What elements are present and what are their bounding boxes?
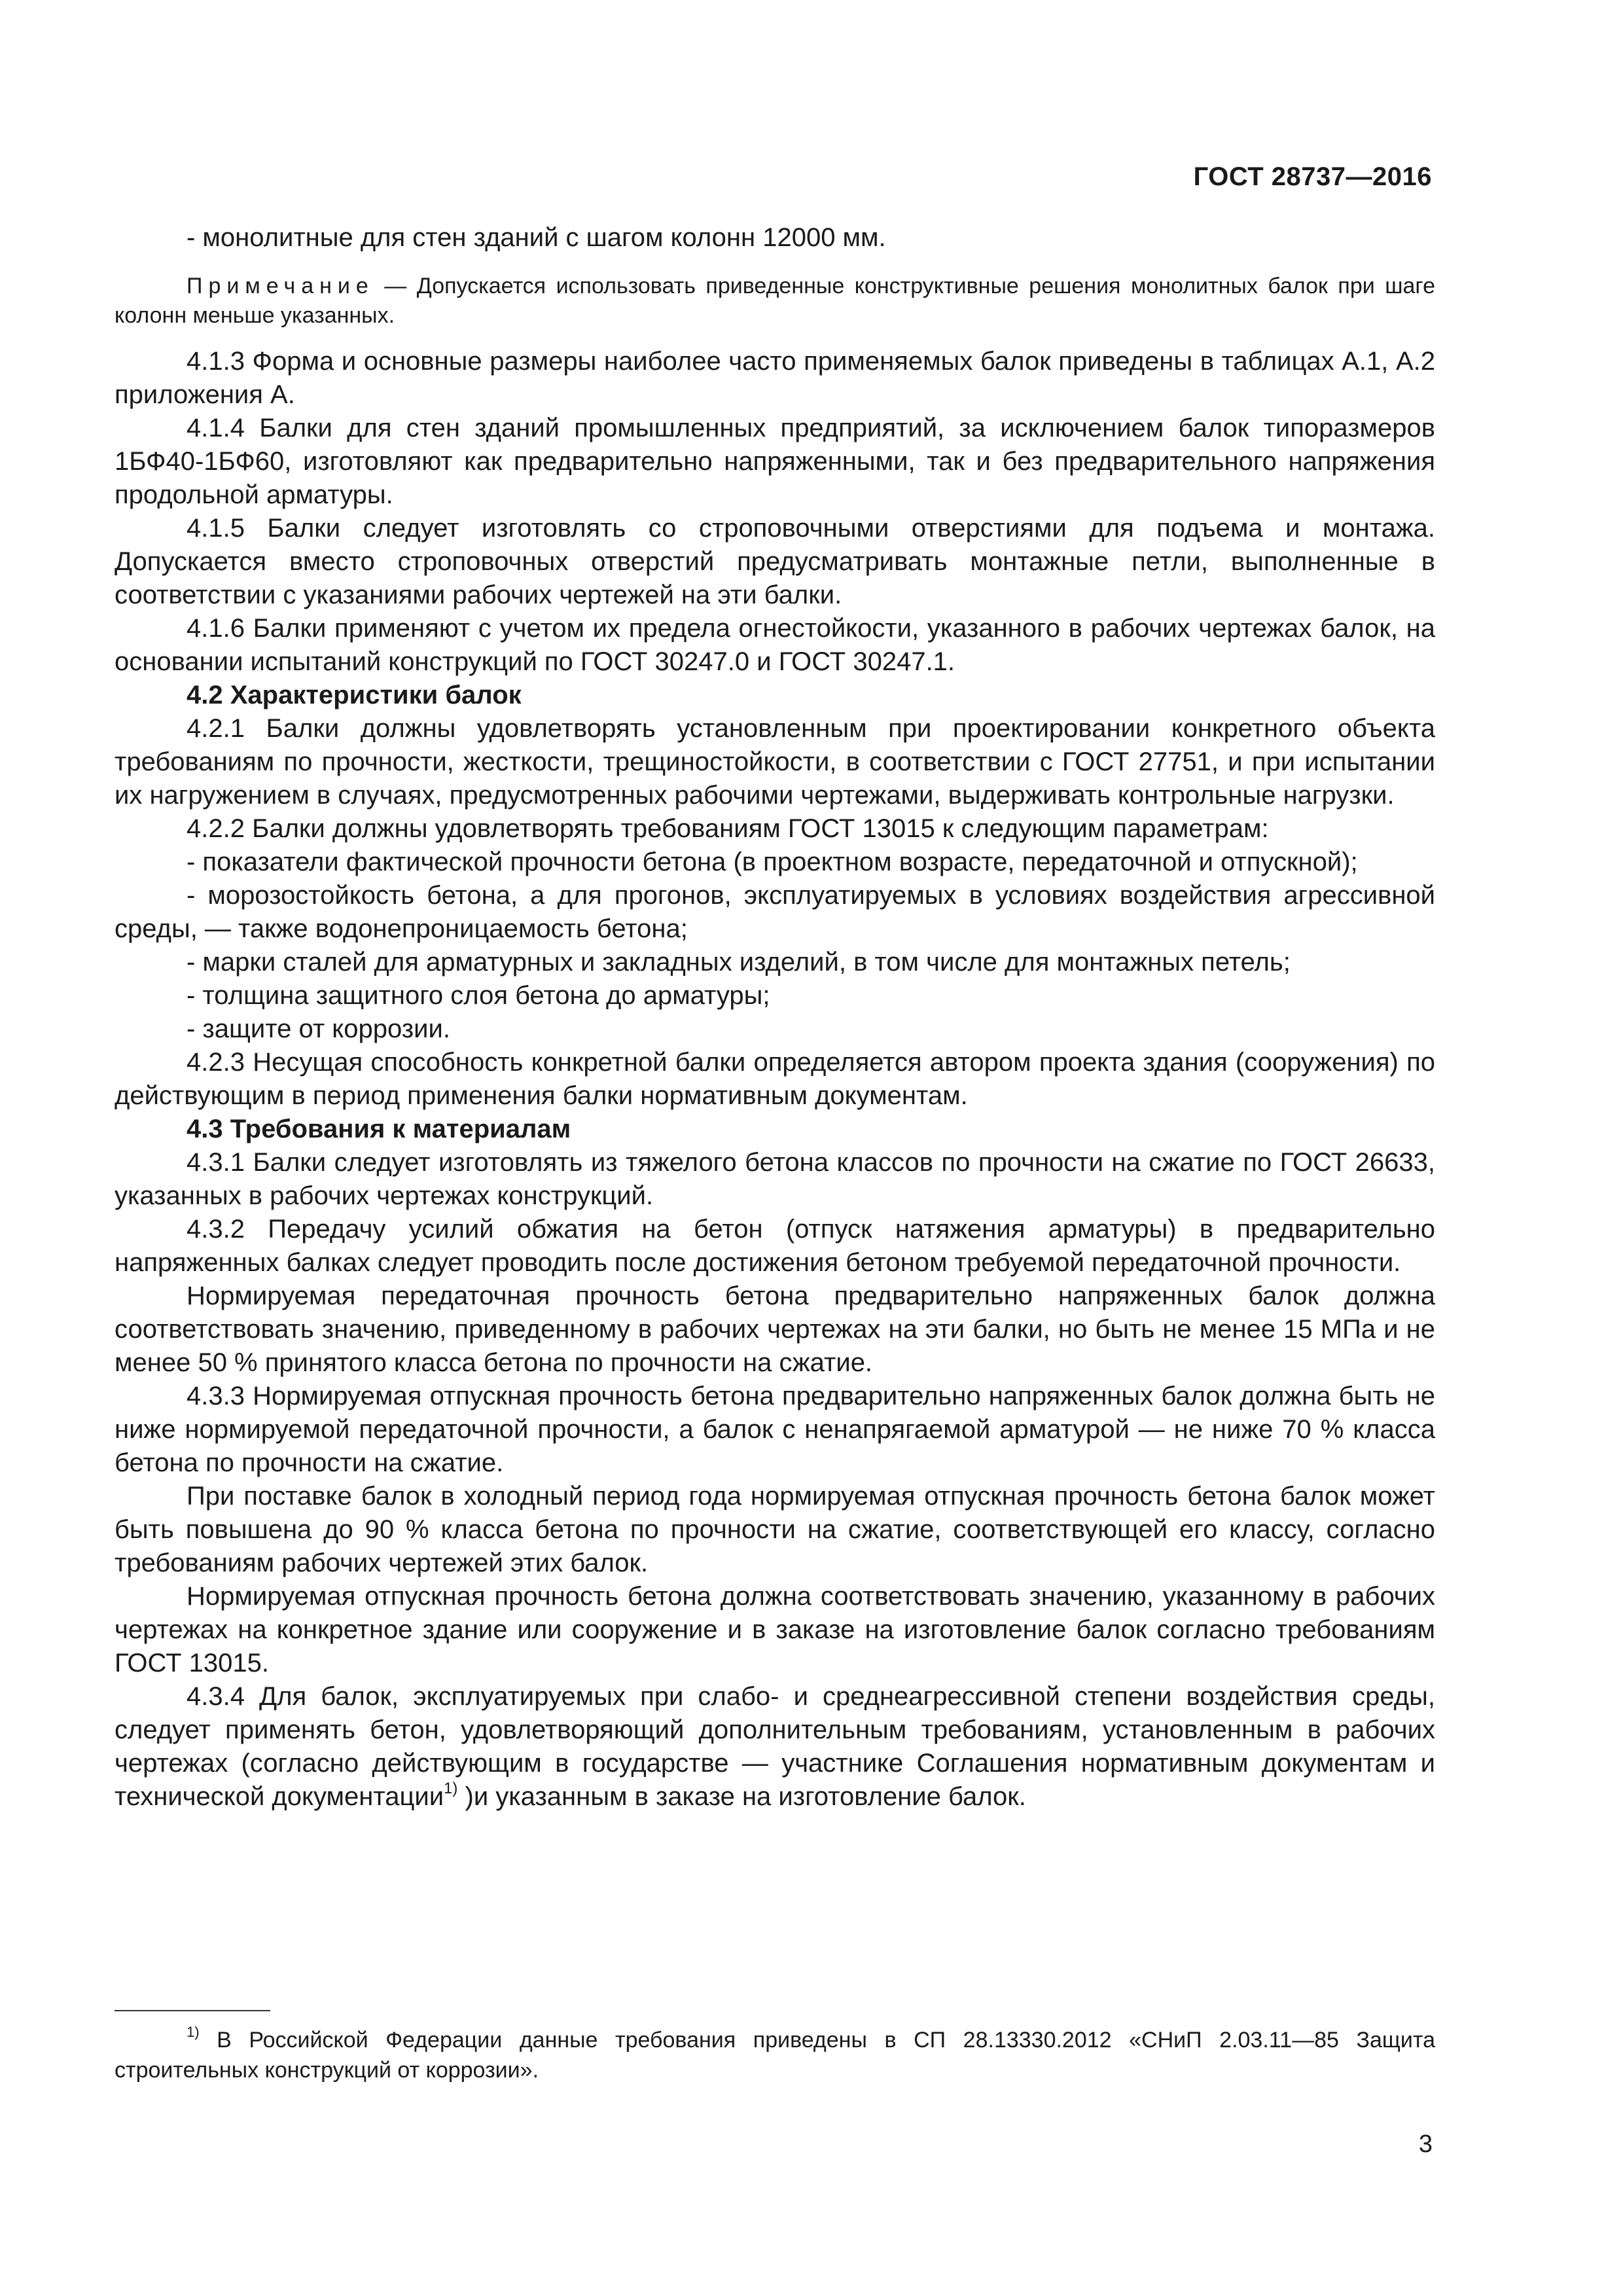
clause-4-1-5: 4.1.5 Балки следует изготовлять со строповочными отверстиями для подъема и монтажа. Допускается вместо строповочных отверстий предусматривать монтажные петли, выполненные в соответствии с указаниями рабочих чертежей на эти балки. <box>115 514 1435 609</box>
footnote-reference[interactable]: 1) <box>444 1779 458 1797</box>
clause-text: )и указанным в заказе на изготовление балок. <box>457 1782 1026 1811</box>
clause-4-1-4: 4.1.4 Балки для стен зданий промышленных предприятий, за исключением балок типоразмеров 1БФ40-1БФ60, изготовляют как предварительно напряженными, так и без предварительного напряжения продольной арматуры. <box>115 414 1435 509</box>
clause-4-3-2: 4.3.2 Передачу усилий обжатия на бетон (отпуск натяжения арматуры) в предварительно напряженных балках следует проводить после достижения бетоном требуемой передаточной прочности. <box>115 1215 1435 1277</box>
clause-4-3-4 <box>115 1680 1435 1814</box>
clause-text: 4.3.4 Для балок, эксплуатируемых при слабо- и среднеагрессивной степени воздействия среды, следует применять бетон, удовлетворяющий дополнительным требованиям, установленным в рабочих чертежах (согласно действующим в государстве — участнике Соглашения нормативным документам и технической документации <box>115 1682 1435 1811</box>
section-heading-4-2: 4.2 Характеристики балок <box>187 681 522 709</box>
footnote-marker: 1) <box>187 2023 200 2040</box>
clause-4-3-1: 4.3.1 Балки следует изготовлять из тяжелого бетона классов по прочности на сжатие по ГОСТ 26633, указанных в рабочих чертежах конструкций. <box>115 1148 1435 1210</box>
note-paragraph <box>115 272 1435 331</box>
list-item: - толщина защитного слоя бетона до арматуры; <box>187 981 770 1010</box>
clause-4-2-1: 4.2.1 Балки должны удовлетворять установленным при проектировании конкретного объекта требованиям по прочности, жесткости, трещиностойкости, в соответствии с ГОСТ 27751, и при испытании их нагружением в случаях, предусмотренных рабочими чертежами, выдерживать контрольные нагрузки. <box>115 714 1435 810</box>
list-item: - морозостойкость бетона, а для прогонов, эксплуатируемых в условиях воздействия агрессивной среды, — также водонепроницаемость бетона; <box>115 881 1435 943</box>
page-number: 3 <box>1418 2130 1433 2158</box>
clause-4-1-3: 4.1.3 Форма и основные размеры наиболее часто применяемых балок приведены в таблицах А.1, А.2 приложения А. <box>115 347 1435 409</box>
list-item: - защите от коррозии. <box>187 1014 450 1043</box>
clause-4-3-2-paragraph: Нормируемая передаточная прочность бетона предварительно напряженных балок должна соответствовать значению, приведенному в рабочих чертежах на эти балки, но быть не менее 15 МПа и не менее 50 % принятого класса бетона по прочности на сжатие. <box>115 1282 1435 1377</box>
footnote <box>115 2025 1435 2085</box>
list-item: - монолитные для стен зданий с шагом колонн 12000 мм. <box>187 223 886 252</box>
list-item: - показатели фактической прочности бетона (в проектном возрасте, передаточной и отпускной); <box>187 848 1358 876</box>
clause-4-3-3: 4.3.3 Нормируемая отпускная прочность бетона предварительно напряженных балок должна быть не ниже нормируемой передаточной прочности, а балок с ненапрягаемой арматурой — не ниже 70 % класса бетона по прочности на сжатие. <box>115 1382 1435 1477</box>
document-number-header: ГОСТ 28737—2016 <box>1193 162 1432 191</box>
document-body <box>115 221 1435 1814</box>
note-label: Примечание <box>187 274 374 298</box>
footnote-divider <box>115 2010 270 2011</box>
clause-4-3-3-paragraph-c: Нормируемая отпускная прочность бетона должна соответствовать значению, указанному в рабочих чертежах на конкретное здание или сооружение и в заказе на изготовление балок согласно требованиям ГОСТ 13015. <box>115 1582 1435 1677</box>
note-text: — Допускается использовать приведенные конструктивные решения монолитных балок при шаге колонн меньше указанных. <box>115 274 1435 328</box>
clause-4-1-6: 4.1.6 Балки применяют с учетом их предела огнестойкости, указанного в рабочих чертежах балок, на основании испытаний конструкций по ГОСТ 30247.0 и ГОСТ 30247.1. <box>115 614 1435 676</box>
section-heading-4-3: 4.3 Требования к материалам <box>187 1115 571 1143</box>
footnote-text: В Российской Федерации данные требования приведены в СП 28.13330.2012 «СНиП 2.03.11—85 Защита строительных конструкций от коррозии». <box>115 2028 1435 2083</box>
clause-4-3-3-paragraph-b: При поставке балок в холодный период года нормируемая отпускная прочность бетона балок может быть повышена до 90 % класса бетона по прочности на сжатие, соответствующей его классу, согласно требованиям рабочих чертежей этих балок. <box>115 1482 1435 1577</box>
clause-4-2-2: 4.2.2 Балки должны удовлетворять требованиям ГОСТ 13015 к следующим параметрам: <box>187 814 1269 843</box>
clause-4-2-3: 4.2.3 Несущая способность конкретной балки определяется автором проекта здания (сооружения) по действующим в период применения балки нормативным документам. <box>115 1048 1435 1110</box>
list-item: - марки сталей для арматурных и закладных изделий, в том числе для монтажных петель; <box>187 948 1291 977</box>
